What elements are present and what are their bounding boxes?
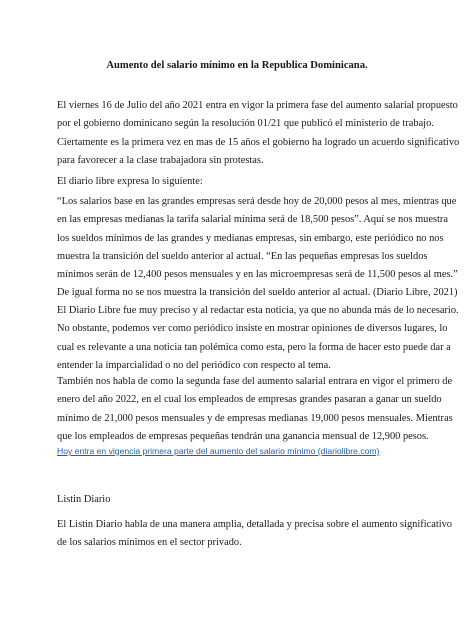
- text-line: El Diario Libre fue muy preciso y al redactar esta noticia, ya que no abunda más de lo necesario.: [57, 305, 459, 316]
- text-line: para favorecer a la clase trabajadora sin protestas.: [57, 154, 264, 166]
- paragraph-diario-libre-intro: [57, 173, 434, 191]
- text-line: Ciertamente es la primera vez en mas de 15 años el gobierno ha logrado un acuerdo significativo: [57, 136, 460, 148]
- text-line: No obstante, podemos ver como periódico insiste en mostrar opiniones de diversos lugares, lo: [57, 323, 448, 335]
- text-line: “Los salarios base en las grandes empresas será desde hoy de 20,000 pesos al mes, mientras que: [57, 196, 457, 207]
- source-link[interactable]: Hoy entra en vigencia primera parte del aumento del salario mínimo (diariolibre.com): [57, 446, 380, 456]
- text-line: de los salarios mínimos en el sector privado.: [57, 537, 242, 549]
- section-heading-listin-diario: [57, 491, 434, 509]
- text-line: El viernes 16 de Julio del año 2021 entra en vigor la primera fase del aumento salarial propuesto: [57, 100, 458, 111]
- text-line: mínimo de 21,000 pesos mensuales y de empresas medianas 19,000 pesos mensuales. Mientras: [57, 412, 453, 424]
- text-line: El diario libre expresa lo siguiente:: [57, 176, 203, 187]
- paragraph-intro: [57, 97, 460, 170]
- text-line: en las empresas medianas la tarifa salarial mínima será de 18,500 pesos”. Aquí se nos muestra: [57, 214, 448, 226]
- text-line: por el gobierno dominicano según la resolución 01/21 que publicó el ministerio de trabajo.: [57, 118, 434, 130]
- text-line: enero del año 2022, en el cual los empleados de empresas grandes pasaran a ganar un sueldo: [57, 394, 442, 406]
- paragraph-listin-diario: [57, 516, 452, 553]
- text-line: También nos habla de como la segunda fase del aumento salarial entrara en vigor el primero de: [57, 376, 453, 387]
- text-line: muestra la transición del sueldo anterior al actual. “En las pequeñas empresas los sueldos: [57, 250, 428, 262]
- paragraph-analysis: [57, 302, 459, 375]
- text-line: El Listin Diario habla de una manera amplia, detallada y precisa sobre el aumento significativo: [57, 519, 452, 530]
- text-line: los sueldos mínimos de las grandes y medianas empresas, sin embargo, este periódico no nos: [57, 232, 444, 244]
- section-heading: Listin Diario: [57, 494, 111, 505]
- text-line: que los empleados de empresas pequeñas tendrán una ganancia mensual de 12,900 pesos.: [57, 430, 429, 442]
- paragraph-second-phase: [57, 373, 453, 446]
- page-title: Aumento del salario mínimo en la Republica Dominicana.: [106, 60, 368, 71]
- text-line: mínimos serán de 12,400 pesos mensuales y en las microempresas será de 11,500 pesos al mes.”: [57, 269, 458, 281]
- text-line: entender la imparcialidad o no del periódico con respecto al tema.: [57, 359, 331, 371]
- text-line: cual es relevante a una noticia tan polémica como esta, pero la forma de hacer esto puede dar a: [57, 341, 451, 353]
- text-line: De igual forma no se nos muestra la transición del sueldo anterior al actual. (Diario Libre, 2021): [57, 287, 458, 299]
- paragraph-quote: [57, 193, 458, 303]
